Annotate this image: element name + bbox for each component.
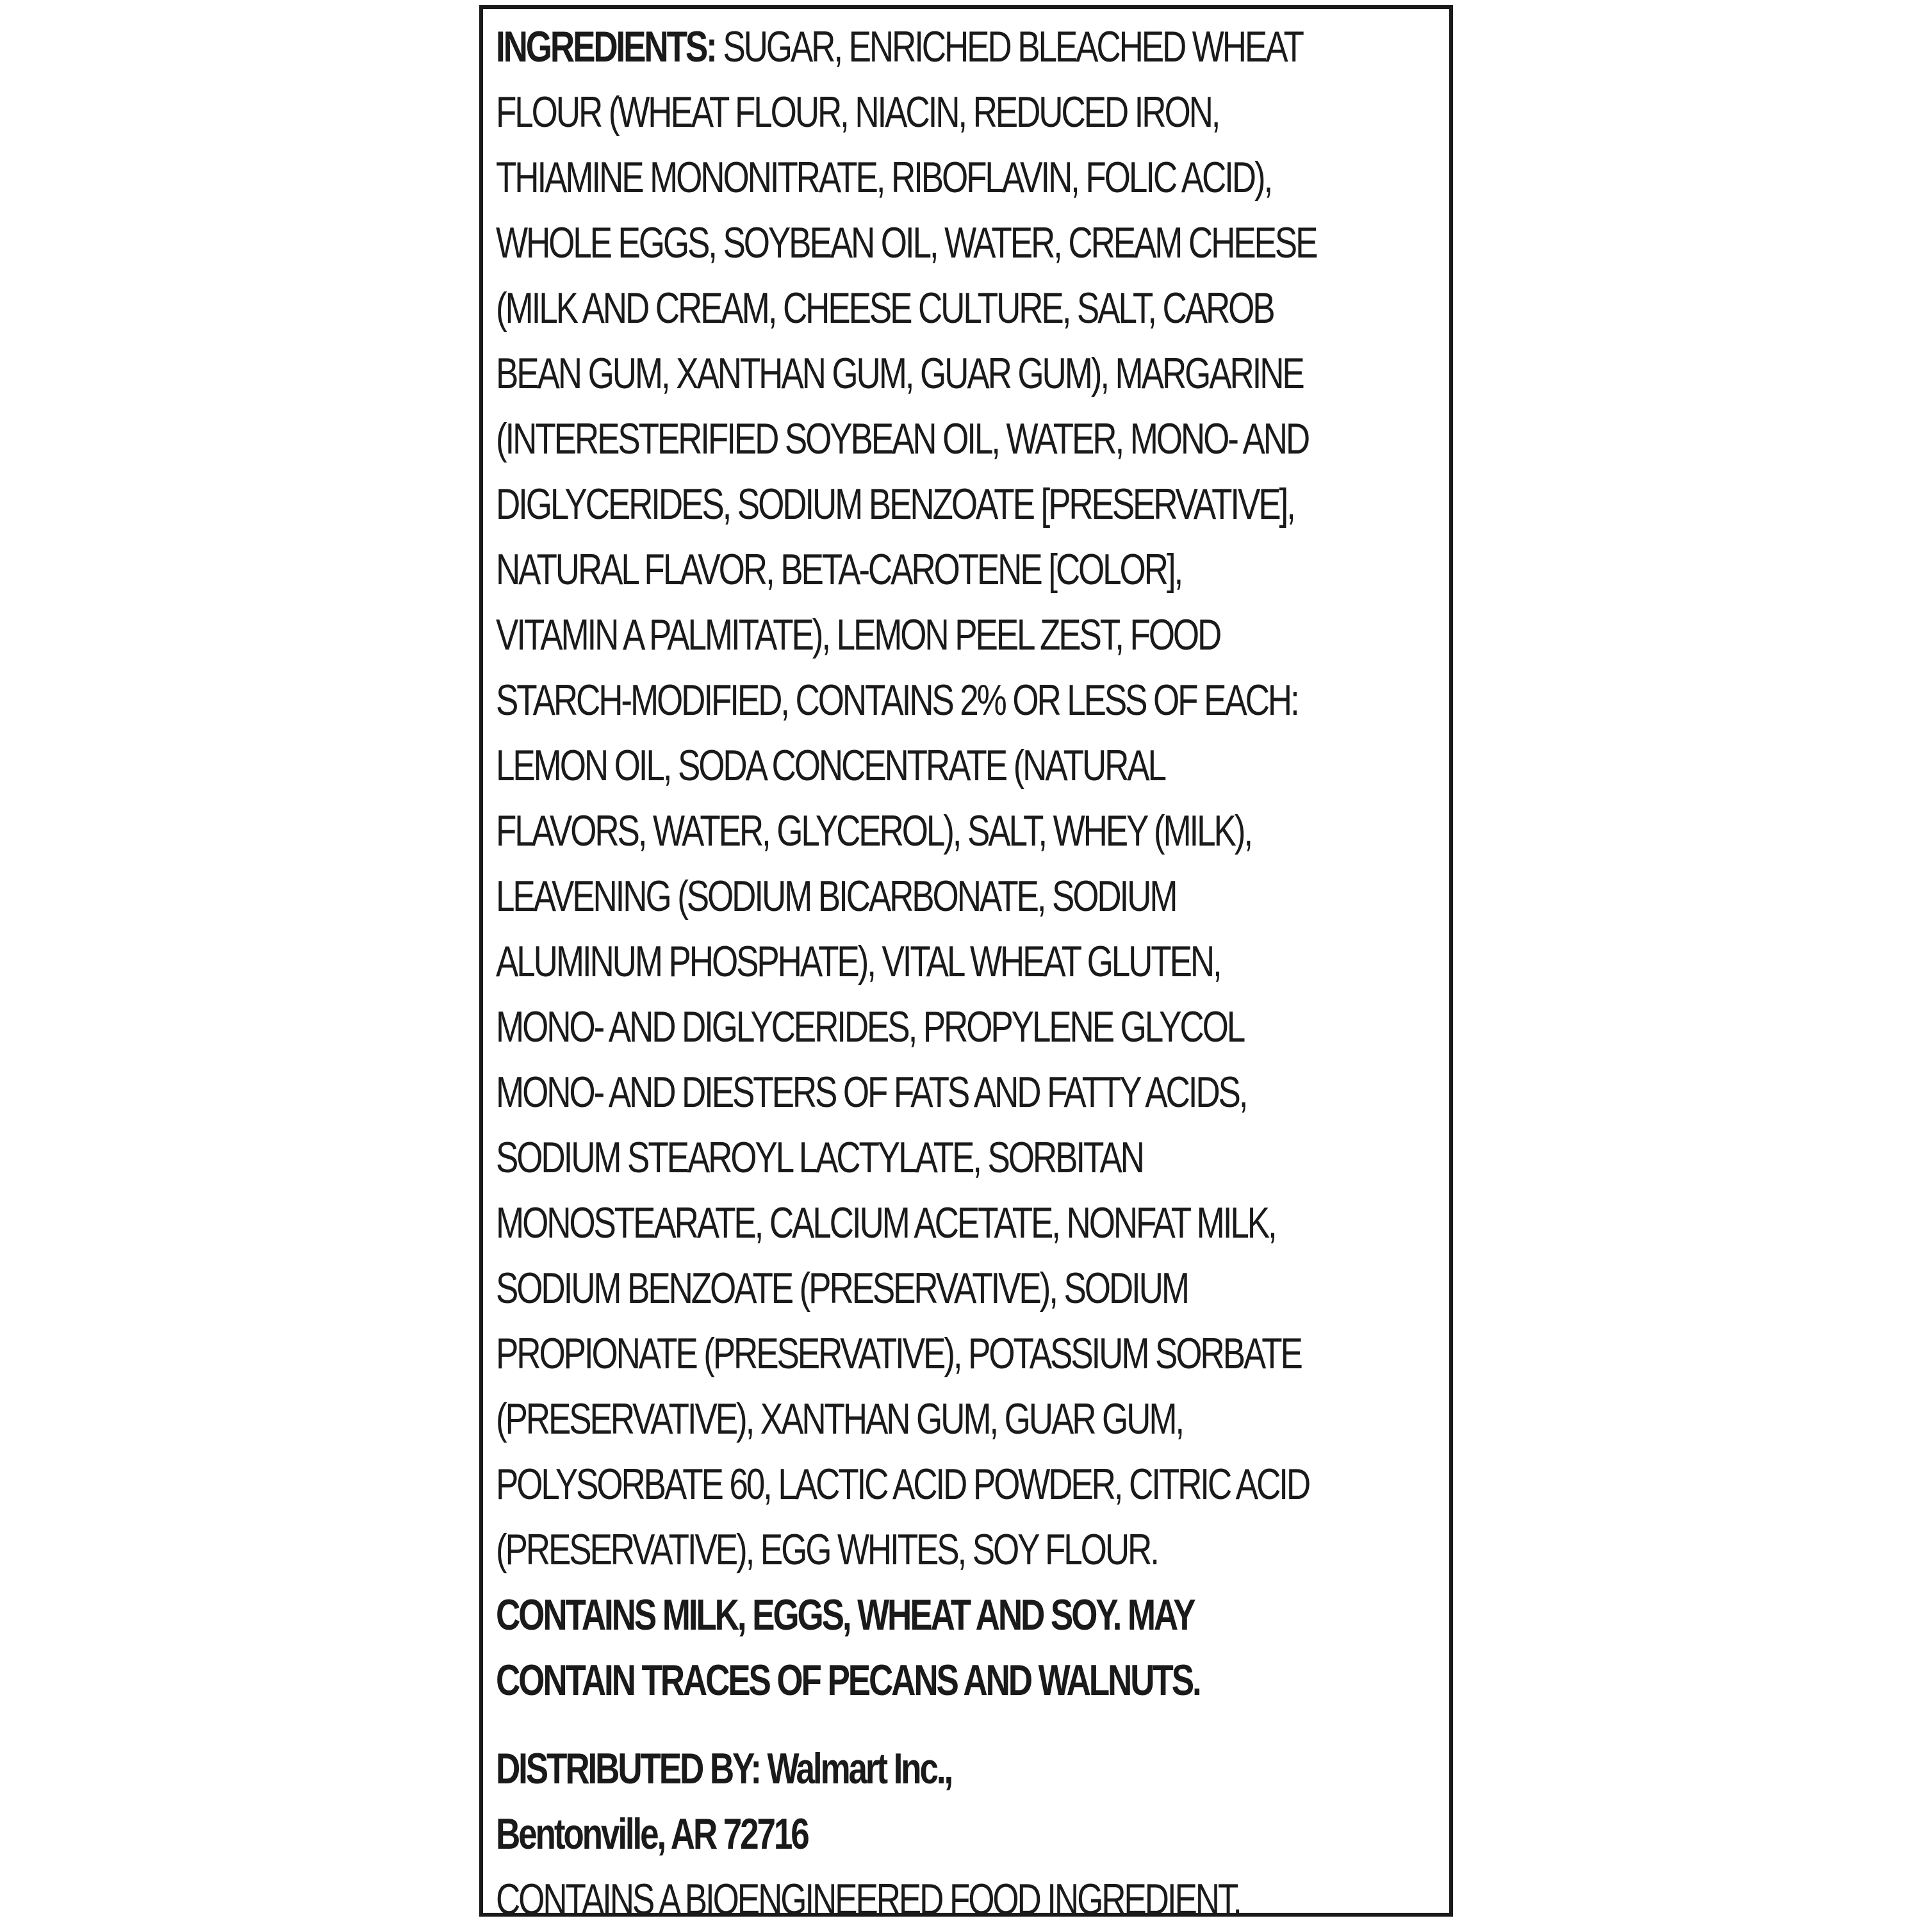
ingredients-line: MONO- AND DIGLYCERIDES, PROPYLENE GLYCOL xyxy=(496,1003,1244,1051)
ingredients-line: LEAVENING (SODIUM BICARBONATE, SODIUM xyxy=(496,872,1176,921)
ingredients-line: SODIUM STEAROYL LACTYLATE, SORBITAN xyxy=(496,1133,1143,1182)
ingredients-line: POLYSORBATE 60, LACTIC ACID POWDER, CITRIC ACID xyxy=(496,1460,1310,1509)
ingredients-line: NATURAL FLAVOR, BETA-CAROTENE [COLOR], xyxy=(496,545,1182,594)
allergen-statement-line: CONTAINS MILK, EGGS, WHEAT AND SOY. MAY xyxy=(496,1591,1194,1639)
ingredients-line: SODIUM BENZOATE (PRESERVATIVE), SODIUM xyxy=(496,1264,1188,1313)
ingredients-line: (PRESERVATIVE), XANTHAN GUM, GUAR GUM, xyxy=(496,1395,1183,1443)
ingredients-line: FLAVORS, WATER, GLYCEROL), SALT, WHEY (MILK), xyxy=(496,806,1251,855)
ingredients-line: LEMON OIL, SODA CONCENTRATE (NATURAL xyxy=(496,741,1165,790)
label-text-block xyxy=(496,14,1317,1932)
ingredients-line: ALUMINUM PHOSPHATE), VITAL WHEAT GLUTEN, xyxy=(496,937,1220,986)
ingredients-line: (INTERESTERIFIED SOYBEAN OIL, WATER, MONO- AND xyxy=(496,414,1309,463)
ingredients-line: (MILK AND CREAM, CHEESE CULTURE, SALT, CAROB xyxy=(496,284,1274,332)
allergen-statement-line: CONTAIN TRACES OF PECANS AND WALNUTS. xyxy=(496,1656,1200,1705)
ingredients-label-panel xyxy=(479,5,1453,1924)
bioengineered-note: CONTAINS A BIOENGINEERED FOOD INGREDIENT. xyxy=(496,1875,1240,1924)
ingredients-line: MONOSTEARATE, CALCIUM ACETATE, NONFAT MILK, xyxy=(496,1199,1276,1247)
ingredients-line: (PRESERVATIVE), EGG WHITES, SOY FLOUR. xyxy=(496,1525,1158,1574)
ingredients-heading: INGREDIENTS: xyxy=(496,22,716,71)
ingredients-line: WHOLE EGGS, SOYBEAN OIL, WATER, CREAM CHEESE xyxy=(496,218,1317,267)
ingredients-line: PROPIONATE (PRESERVATIVE), POTASSIUM SORBATE xyxy=(496,1329,1301,1378)
distributor-line: DISTRIBUTED BY: Walmart Inc., xyxy=(496,1744,952,1793)
ingredients-line: BEAN GUM, XANTHAN GUM, GUAR GUM), MARGARINE xyxy=(496,349,1303,398)
ingredients-line: FLOUR (WHEAT FLOUR, NIACIN, REDUCED IRON, xyxy=(496,88,1219,136)
ingredients-line: DIGLYCERIDES, SODIUM BENZOATE [PRESERVATIVE], xyxy=(496,480,1294,528)
ingredients-first-line-text: SUGAR, ENRICHED BLEACHED WHEAT xyxy=(715,22,1302,71)
section-spacer xyxy=(496,1713,1235,1736)
ingredients-line: VITAMIN A PALMITATE), LEMON PEEL ZEST, FOOD xyxy=(496,610,1220,659)
ingredients-line: THIAMINE MONONITRATE, RIBOFLAVIN, FOLIC ACID), xyxy=(496,153,1272,202)
ingredients-first-line xyxy=(496,14,1302,79)
ingredients-line: STARCH-MODIFIED, CONTAINS 2% OR LESS OF EACH: xyxy=(496,676,1298,724)
ingredients-line: MONO- AND DIESTERS OF FATS AND FATTY ACIDS, xyxy=(496,1068,1247,1117)
distributor-address: Bentonville, AR 72716 xyxy=(496,1810,808,1858)
